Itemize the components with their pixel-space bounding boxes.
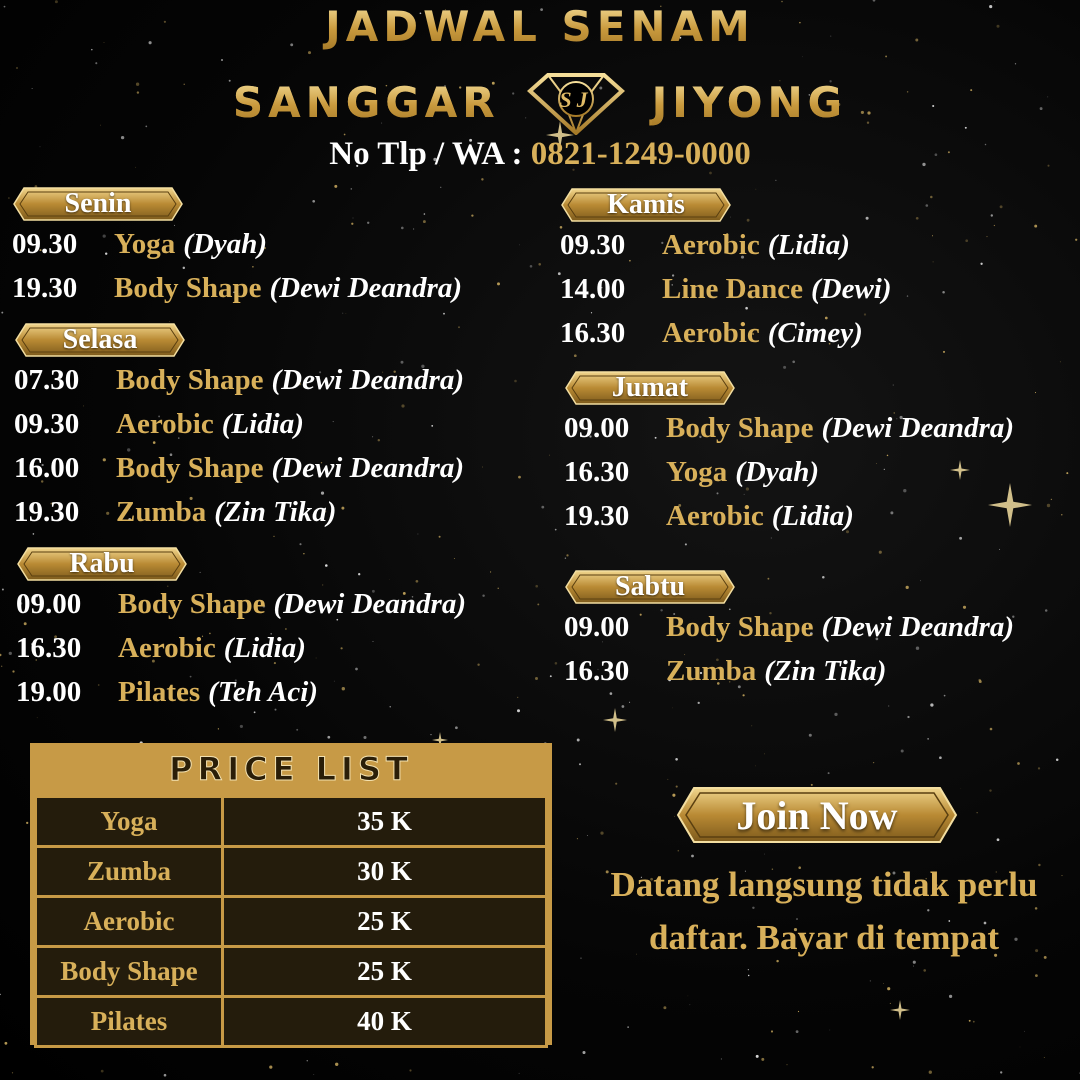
price-row: [36, 847, 547, 897]
class-name: Aerobic: [666, 500, 764, 532]
schedule-row: [564, 412, 1014, 456]
schedule-row: [14, 364, 464, 408]
class-time: 14.00: [560, 273, 626, 305]
class-name: Pilates: [118, 676, 201, 708]
join-now-label: Join Now: [736, 792, 898, 838]
day-label-text: Sabtu: [614, 571, 686, 602]
day-rabu: [16, 546, 466, 720]
day-selasa: [14, 322, 464, 540]
class-name: Zumba: [666, 655, 757, 687]
instructor-name: (Cimey): [767, 317, 863, 349]
class-time: 19.30: [564, 500, 630, 532]
instructor-name: (Dyah): [183, 228, 267, 260]
price-class-name: Yoga: [36, 797, 223, 847]
schedule-row: [564, 500, 1014, 544]
day-label-text: Kamis: [607, 189, 685, 220]
class-time: 16.00: [14, 452, 80, 484]
class-name: Yoga: [114, 228, 176, 260]
class-name: Zumba: [116, 496, 207, 528]
schedule-row: [564, 611, 1014, 655]
instructor-name: (Lidia): [767, 229, 850, 261]
day-label-text: Rabu: [69, 548, 135, 579]
price-class-name: Body Shape: [36, 947, 223, 997]
day-label-rabu: [16, 546, 188, 582]
join-now-button[interactable]: [676, 786, 958, 844]
schedule-row: [16, 676, 466, 720]
day-senin: [12, 186, 462, 316]
class-name: Line Dance: [662, 273, 803, 305]
contact-phone: [0, 136, 1080, 173]
class-time: 09.00: [16, 588, 82, 620]
price-table: [34, 795, 548, 1048]
day-label-selasa: [14, 322, 186, 358]
schedule-row: [564, 655, 1014, 699]
instructor-name: (Zin Tika): [764, 655, 887, 687]
class-name: Body Shape: [114, 272, 262, 304]
class-time: 19.00: [16, 676, 82, 708]
price-value: 30 K: [223, 847, 547, 897]
svg-text:SJ: SJ: [558, 87, 593, 112]
instructor-name: (Dewi): [810, 273, 892, 305]
day-label-text: Jumat: [611, 372, 689, 403]
instructor-name: (Lidia): [223, 632, 306, 664]
price-class-name: Zumba: [36, 847, 223, 897]
class-name: Yoga: [666, 456, 728, 488]
day-kamis: [560, 187, 892, 361]
price-value: 25 K: [223, 897, 547, 947]
price-value: 35 K: [223, 797, 547, 847]
day-label-text: Senin: [64, 188, 132, 219]
class-name: Body Shape: [666, 412, 814, 444]
class-time: 19.30: [14, 496, 80, 528]
instructor-name: (Dewi Deandra): [821, 412, 1014, 444]
schedule-row: [560, 317, 892, 361]
info-note-line2: daftar. Bayar di tempat: [649, 918, 999, 957]
instructor-name: (Dewi Deandra): [269, 272, 462, 304]
instructor-name: (Lidia): [771, 500, 854, 532]
schedule-row: [12, 228, 462, 272]
schedule-row: [12, 272, 462, 316]
class-time: 09.30: [560, 229, 626, 261]
day-label-kamis: [560, 187, 732, 223]
schedule-row: [560, 273, 892, 317]
price-row: [36, 947, 547, 997]
class-name: Body Shape: [116, 452, 264, 484]
diamond-logo-icon: [526, 69, 626, 135]
class-time: 09.00: [564, 412, 630, 444]
instructor-name: (Dewi Deandra): [271, 452, 464, 484]
day-label-senin: [12, 186, 184, 222]
class-time: 07.30: [14, 364, 80, 396]
studio-name-left: SANGGAR: [232, 77, 500, 127]
instructor-name: (Dyah): [735, 456, 819, 488]
schedule-row: [564, 456, 1014, 500]
schedule-row: [16, 632, 466, 676]
class-time: 09.00: [564, 611, 630, 643]
schedule-row: [14, 408, 464, 452]
instructor-name: (Teh Aci): [208, 676, 318, 708]
info-note-line1: Datang langsung tidak perlu: [610, 865, 1038, 904]
schedule-row: [14, 496, 464, 540]
class-time: 09.30: [12, 228, 78, 260]
price-class-name: Pilates: [36, 997, 223, 1047]
instructor-name: (Dewi Deandra): [821, 611, 1014, 643]
day-label-sabtu: [564, 569, 736, 605]
schedule-row: [560, 229, 892, 273]
info-note: [574, 858, 1074, 964]
studio-name-right: JIYONG: [651, 77, 848, 127]
schedule-row: [16, 588, 466, 632]
price-list-title: PRICE LIST: [169, 750, 413, 788]
day-label-jumat: [564, 370, 736, 406]
class-name: Aerobic: [662, 229, 760, 261]
class-time: 16.30: [564, 655, 630, 687]
class-time: 16.30: [16, 632, 82, 664]
class-time: 16.30: [560, 317, 626, 349]
class-name: Body Shape: [116, 364, 264, 396]
price-value: 40 K: [223, 997, 547, 1047]
price-row: [36, 797, 547, 847]
schedule-row: [14, 452, 464, 496]
class-name: Aerobic: [662, 317, 760, 349]
phone-label: No Tlp / WA :: [329, 136, 523, 172]
day-sabtu: [564, 569, 1014, 699]
phone-number: 0821-1249-0000: [530, 136, 751, 172]
instructor-name: (Dewi Deandra): [273, 588, 466, 620]
price-row: [36, 897, 547, 947]
day-label-text: Selasa: [62, 324, 138, 355]
instructor-name: (Lidia): [221, 408, 304, 440]
instructor-name: (Zin Tika): [214, 496, 337, 528]
class-time: 19.30: [12, 272, 78, 304]
class-name: Body Shape: [118, 588, 266, 620]
day-jumat: [564, 370, 1014, 544]
page-title: JADWAL SENAM: [0, 2, 1080, 51]
class-time: 09.30: [14, 408, 80, 440]
price-list: [30, 743, 552, 1045]
class-time: 16.30: [564, 456, 630, 488]
instructor-name: (Dewi Deandra): [271, 364, 464, 396]
class-name: Aerobic: [116, 408, 214, 440]
price-value: 25 K: [223, 947, 547, 997]
studio-name: [0, 72, 1080, 132]
price-row: [36, 997, 547, 1047]
price-class-name: Aerobic: [36, 897, 223, 947]
class-name: Aerobic: [118, 632, 216, 664]
class-name: Body Shape: [666, 611, 814, 643]
